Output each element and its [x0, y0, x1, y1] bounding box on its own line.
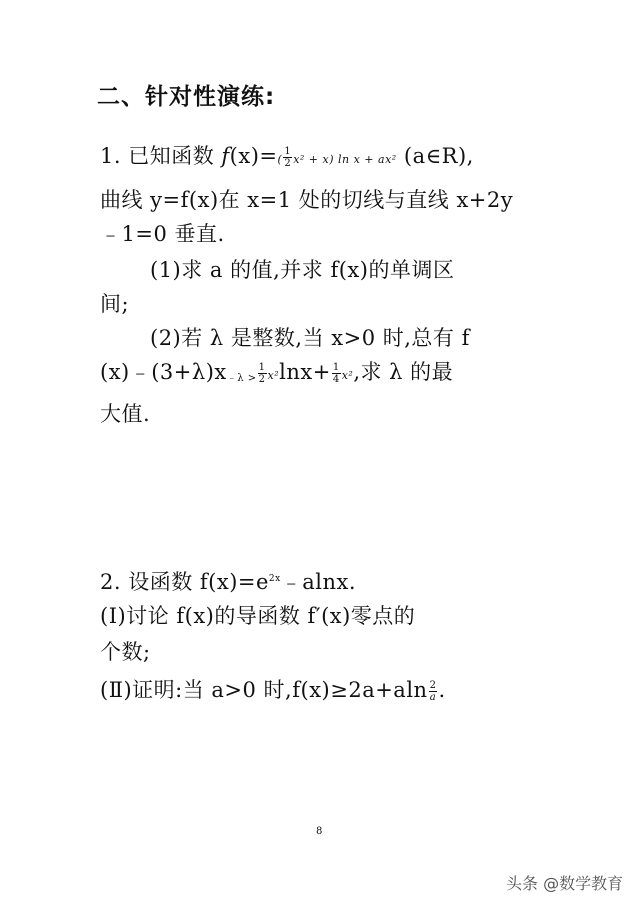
problem1-condition: (a∈R), [403, 144, 474, 168]
problem1-line7: (x)﹣(3+λ)x﹣λ > $\frac{1}{2}$ x²lnx+ $\frac{1}{4}$ x²,求 λ 的最 [100, 360, 454, 385]
problem1-line1: 1. 已知函数 f(x)=( $\frac{1}{2}$ x² + x) ln x + ax² (a∈R), [100, 144, 474, 169]
fraction-one-quarter: $\frac{1}{4}$ [332, 362, 340, 385]
fraction-one-half: $\frac{1}{2}$ [284, 146, 292, 169]
problem1-line4: (1)求 a 的值,并求 f(x)的单调区 [150, 258, 455, 282]
fraction-one-half-b: $\frac{1}{2}$ [258, 362, 266, 385]
watermark-text: 头条 @数学教育 [506, 874, 624, 893]
problem2-line1: 2. 设函数 $f(x)=e^{2x}﹣alnx$. [100, 570, 357, 594]
section-heading: 二、针对性演练: [97, 84, 276, 110]
problem1-line5: 间; [100, 292, 130, 316]
problem2-line4: (Ⅱ)证明:当 a>0 时,f(x)≥2a+aln $\frac{2}{a}$ . [100, 678, 446, 703]
problem1-number: 1. 已知函数 [100, 144, 222, 168]
problem2-line3: 个数; [100, 640, 151, 664]
problem1-line2: 曲线 y=f(x)在 x=1 处的切线与直线 x+2y [100, 188, 514, 212]
problem1-line8: 大值. [100, 402, 151, 426]
problem2-line2: (Ⅰ)讨论 f(x)的导函数 f′(x)零点的 [100, 604, 416, 628]
problem1-line6: (2)若 λ 是整数,当 x>0 时,总有 f [150, 326, 470, 350]
problem1-line3: ﹣1=0 垂直. [100, 222, 225, 246]
fraction-two-over-a: $\frac{2}{a}$ [429, 680, 437, 703]
page-number: 8 [316, 826, 323, 837]
